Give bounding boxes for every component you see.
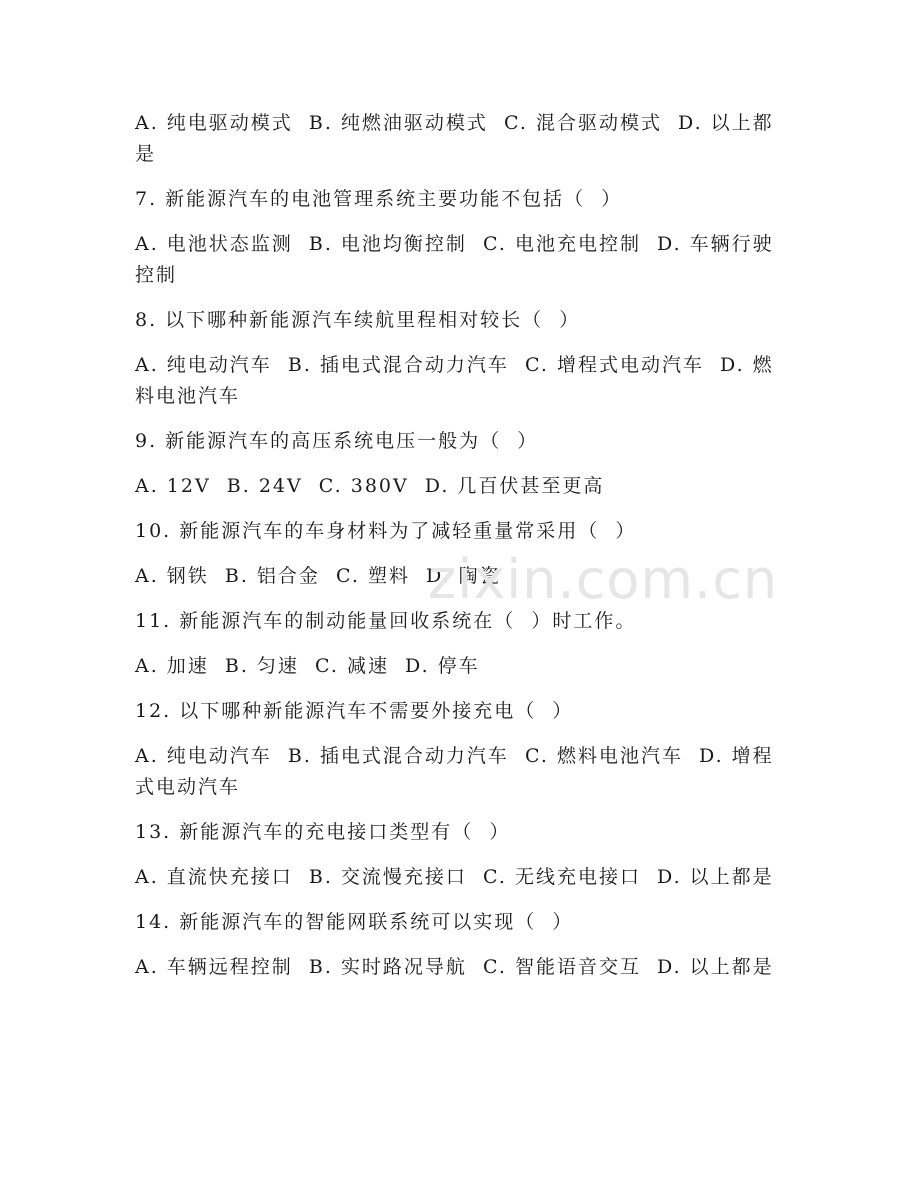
answer-options: A. 12V B. 24V C. 380V D. 几百伏甚至更高 — [135, 475, 605, 497]
question-13: 13. 新能源汽车的充电接口类型有（ ） — [135, 821, 511, 843]
question-list — [135, 108, 775, 983]
question-9: 9. 新能源汽车的高压系统电压一般为（ ） — [135, 430, 539, 452]
question-8: 8. 以下哪种新能源汽车续航里程相对较长（ ） — [135, 309, 581, 331]
answer-options: A. 纯电驱动模式 B. 纯燃油驱动模式 C. 混合驱动模式 D. 以上都是 — [135, 112, 774, 165]
answer-options: A. 加速 B. 匀速 C. 减速 D. 停车 — [135, 655, 480, 677]
answer-options: A. 车辆远程控制 B. 实时路况导航 C. 智能语音交互 D. 以上都是 — [135, 956, 774, 978]
watermark: zixin.com.cn — [428, 548, 779, 611]
answer-options: A. 钢铁 B. 铝合金 C. 塑料 D. 陶瓷 — [135, 565, 501, 587]
question-12: 12. 以下哪种新能源汽车不需要外接充电（ ） — [135, 700, 574, 722]
question-10: 10. 新能源汽车的车身材料为了减轻重量常采用（ ） — [135, 520, 637, 542]
answer-options: A. 纯电动汽车 B. 插电式混合动力汽车 C. 燃料电池汽车 D. 增程式电动汽车 — [135, 745, 774, 798]
answer-options: A. 直流快充接口 B. 交流慢充接口 C. 无线充电接口 D. 以上都是 — [135, 866, 774, 888]
answer-options: A. 纯电动汽车 B. 插电式混合动力汽车 C. 增程式电动汽车 D. 燃料电池汽车 — [135, 354, 774, 407]
answer-options: A. 电池状态监测 B. 电池均衡控制 C. 电池充电控制 D. 车辆行驶控制 — [135, 233, 774, 286]
question-11: 11. 新能源汽车的制动能量回收系统在（ ）时工作。 — [135, 610, 637, 632]
question-14: 14. 新能源汽车的智能网联系统可以实现（ ） — [135, 911, 574, 933]
question-7: 7. 新能源汽车的电池管理系统主要功能不包括（ ） — [135, 188, 623, 210]
